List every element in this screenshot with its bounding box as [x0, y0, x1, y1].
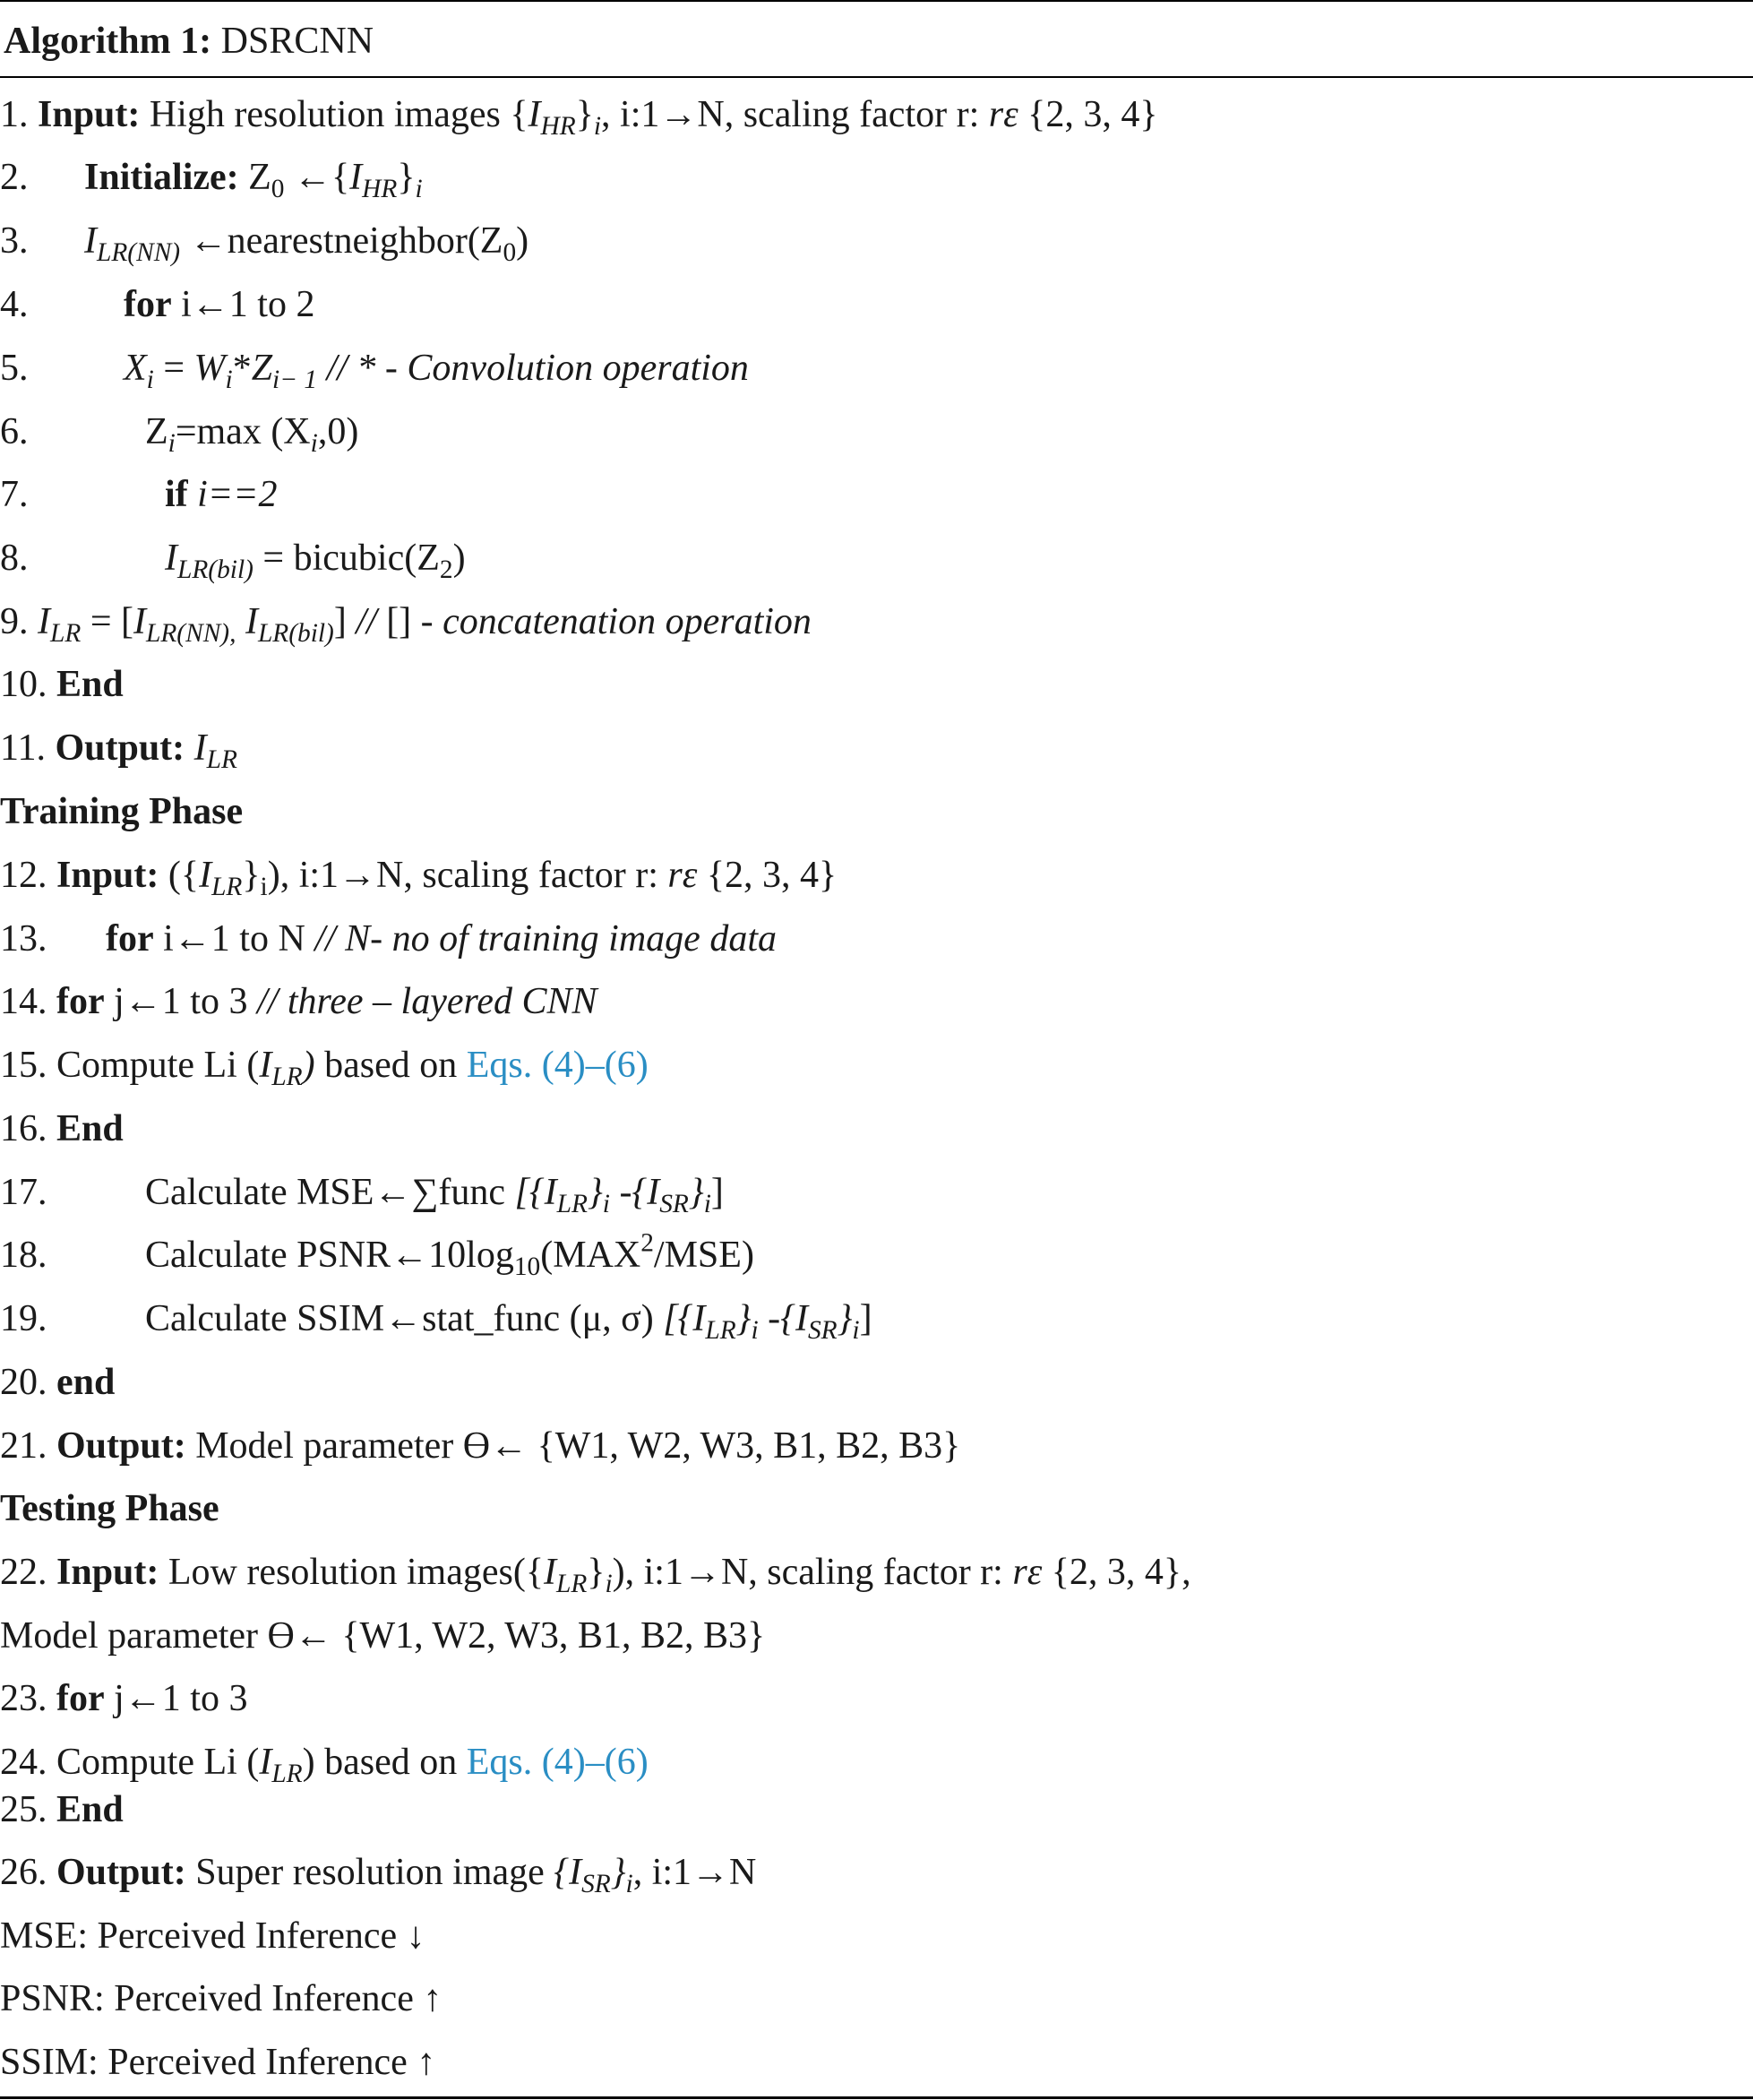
line-9: 9. $I_{LR} = [I_{LR(NN),}$ $I_{LR(bil)}$] // [] - concatenation operation — [0, 601, 812, 648]
line-26: 26. Output: Super resolution image $\{I_{SR}\}_i$, i:1→N — [0, 1852, 757, 1898]
psnr-note: PSNR: Perceived Inference ↑ — [0, 1978, 443, 2019]
algorithm-name: DSRCNN — [220, 21, 374, 62]
training-phase-heading: Training Phase — [0, 791, 244, 832]
line-18: 18. Calculate $PSNR\leftarrow 10\log_{10}(MAX^2/MSE)$ — [0, 1228, 754, 1281]
equation-link[interactable]: Eqs. (4)–(6) — [466, 1045, 649, 1086]
testing-phase-heading: Testing Phase — [0, 1488, 219, 1529]
line-5: 5. $X_i = W_i*Z_{i- 1}$ // * - Convolution operation — [0, 348, 749, 394]
line-24: 24. Compute Li $(I_{LR})$ based on Eqs. (4)–(6) — [0, 1742, 649, 1788]
mse-note: MSE: Perceived Inference ↓ — [0, 1915, 425, 1957]
line-17: 17. Calculate MSE←∑func [$\{I_{LR}\}_i$ $-\{I_{SR}\}_i$] — [0, 1172, 724, 1218]
line-23: 23. for j←1 to 3 — [0, 1678, 248, 1719]
line-22-continued: Model parameter ϴ← {W1, W2, W3, B1, B2, B3} — [0, 1615, 766, 1657]
bottom-rule — [0, 2096, 1753, 2099]
line-21: 21. Output: Model parameter ϴ← {W1, W2, W3, B1, B2, B3} — [0, 1425, 961, 1467]
line-19: 19. Calculate SSIM←stat_func (μ, σ) [$\{I_{LR}\}_i$ $-\{I_{SR}\}_i$] — [0, 1298, 872, 1345]
equation-link[interactable]: Eqs. (4)–(6) — [466, 1742, 649, 1783]
line-16: 16. End — [0, 1108, 124, 1149]
line-6: 6. $Z_i=\max$ $(X_i,0)$ — [0, 411, 359, 458]
line-7: 7. if i==2 — [0, 474, 278, 515]
line-11: 11. Output: $I_{LR}$ — [0, 727, 237, 774]
algorithm-title — [4, 20, 374, 63]
algorithm-label: Algorithm 1: — [4, 21, 212, 62]
line-8: 8. $I_{LR(bil)}$ = $bicubic(Z_2)$ — [0, 538, 466, 584]
top-rule — [0, 0, 1753, 2]
line-20: 20. end — [0, 1362, 116, 1403]
header-rule — [0, 76, 1753, 78]
line-2: 2. Initialize: $Z_0$ $\leftarrow\{I_{HR}\}_i$ — [0, 157, 423, 203]
line-10: 10. End — [0, 664, 124, 705]
line-14: 14. for j←1 to 3 // three – layered CNN — [0, 981, 597, 1022]
line-12: 12. Input: $(\{I_{LR}\}_i)$, i:1→N, scaling factor r: rε {2, 3, 4} — [0, 855, 838, 901]
line-4: 4. for i←1 to 2 — [0, 284, 315, 325]
line-3: 3. $I_{LR(NN)}$ $\leftarrow nearestneighbor(Z_0)$ — [0, 220, 529, 267]
line-25: 25. End — [0, 1789, 124, 1830]
line-22: 22. Input: Low resolution $images(\{I_{LR}\}_i)$, i:1→N, scaling factor r: rε {2, 3, 4}, — [0, 1552, 1191, 1598]
line-15: 15. Compute Li $(I_{LR})$ based on Eqs. (4)–(6) — [0, 1045, 649, 1091]
line-13: 13. for i←1 to N // N- no of training image data — [0, 918, 777, 960]
ssim-note: SSIM: Perceived Inference ↑ — [0, 2042, 436, 2083]
line-1: 1. Input: High resolution images $\{I_{HR}\}_i$, i:1→N, scaling factor r: rε {2, 3, 4} — [0, 94, 1158, 141]
